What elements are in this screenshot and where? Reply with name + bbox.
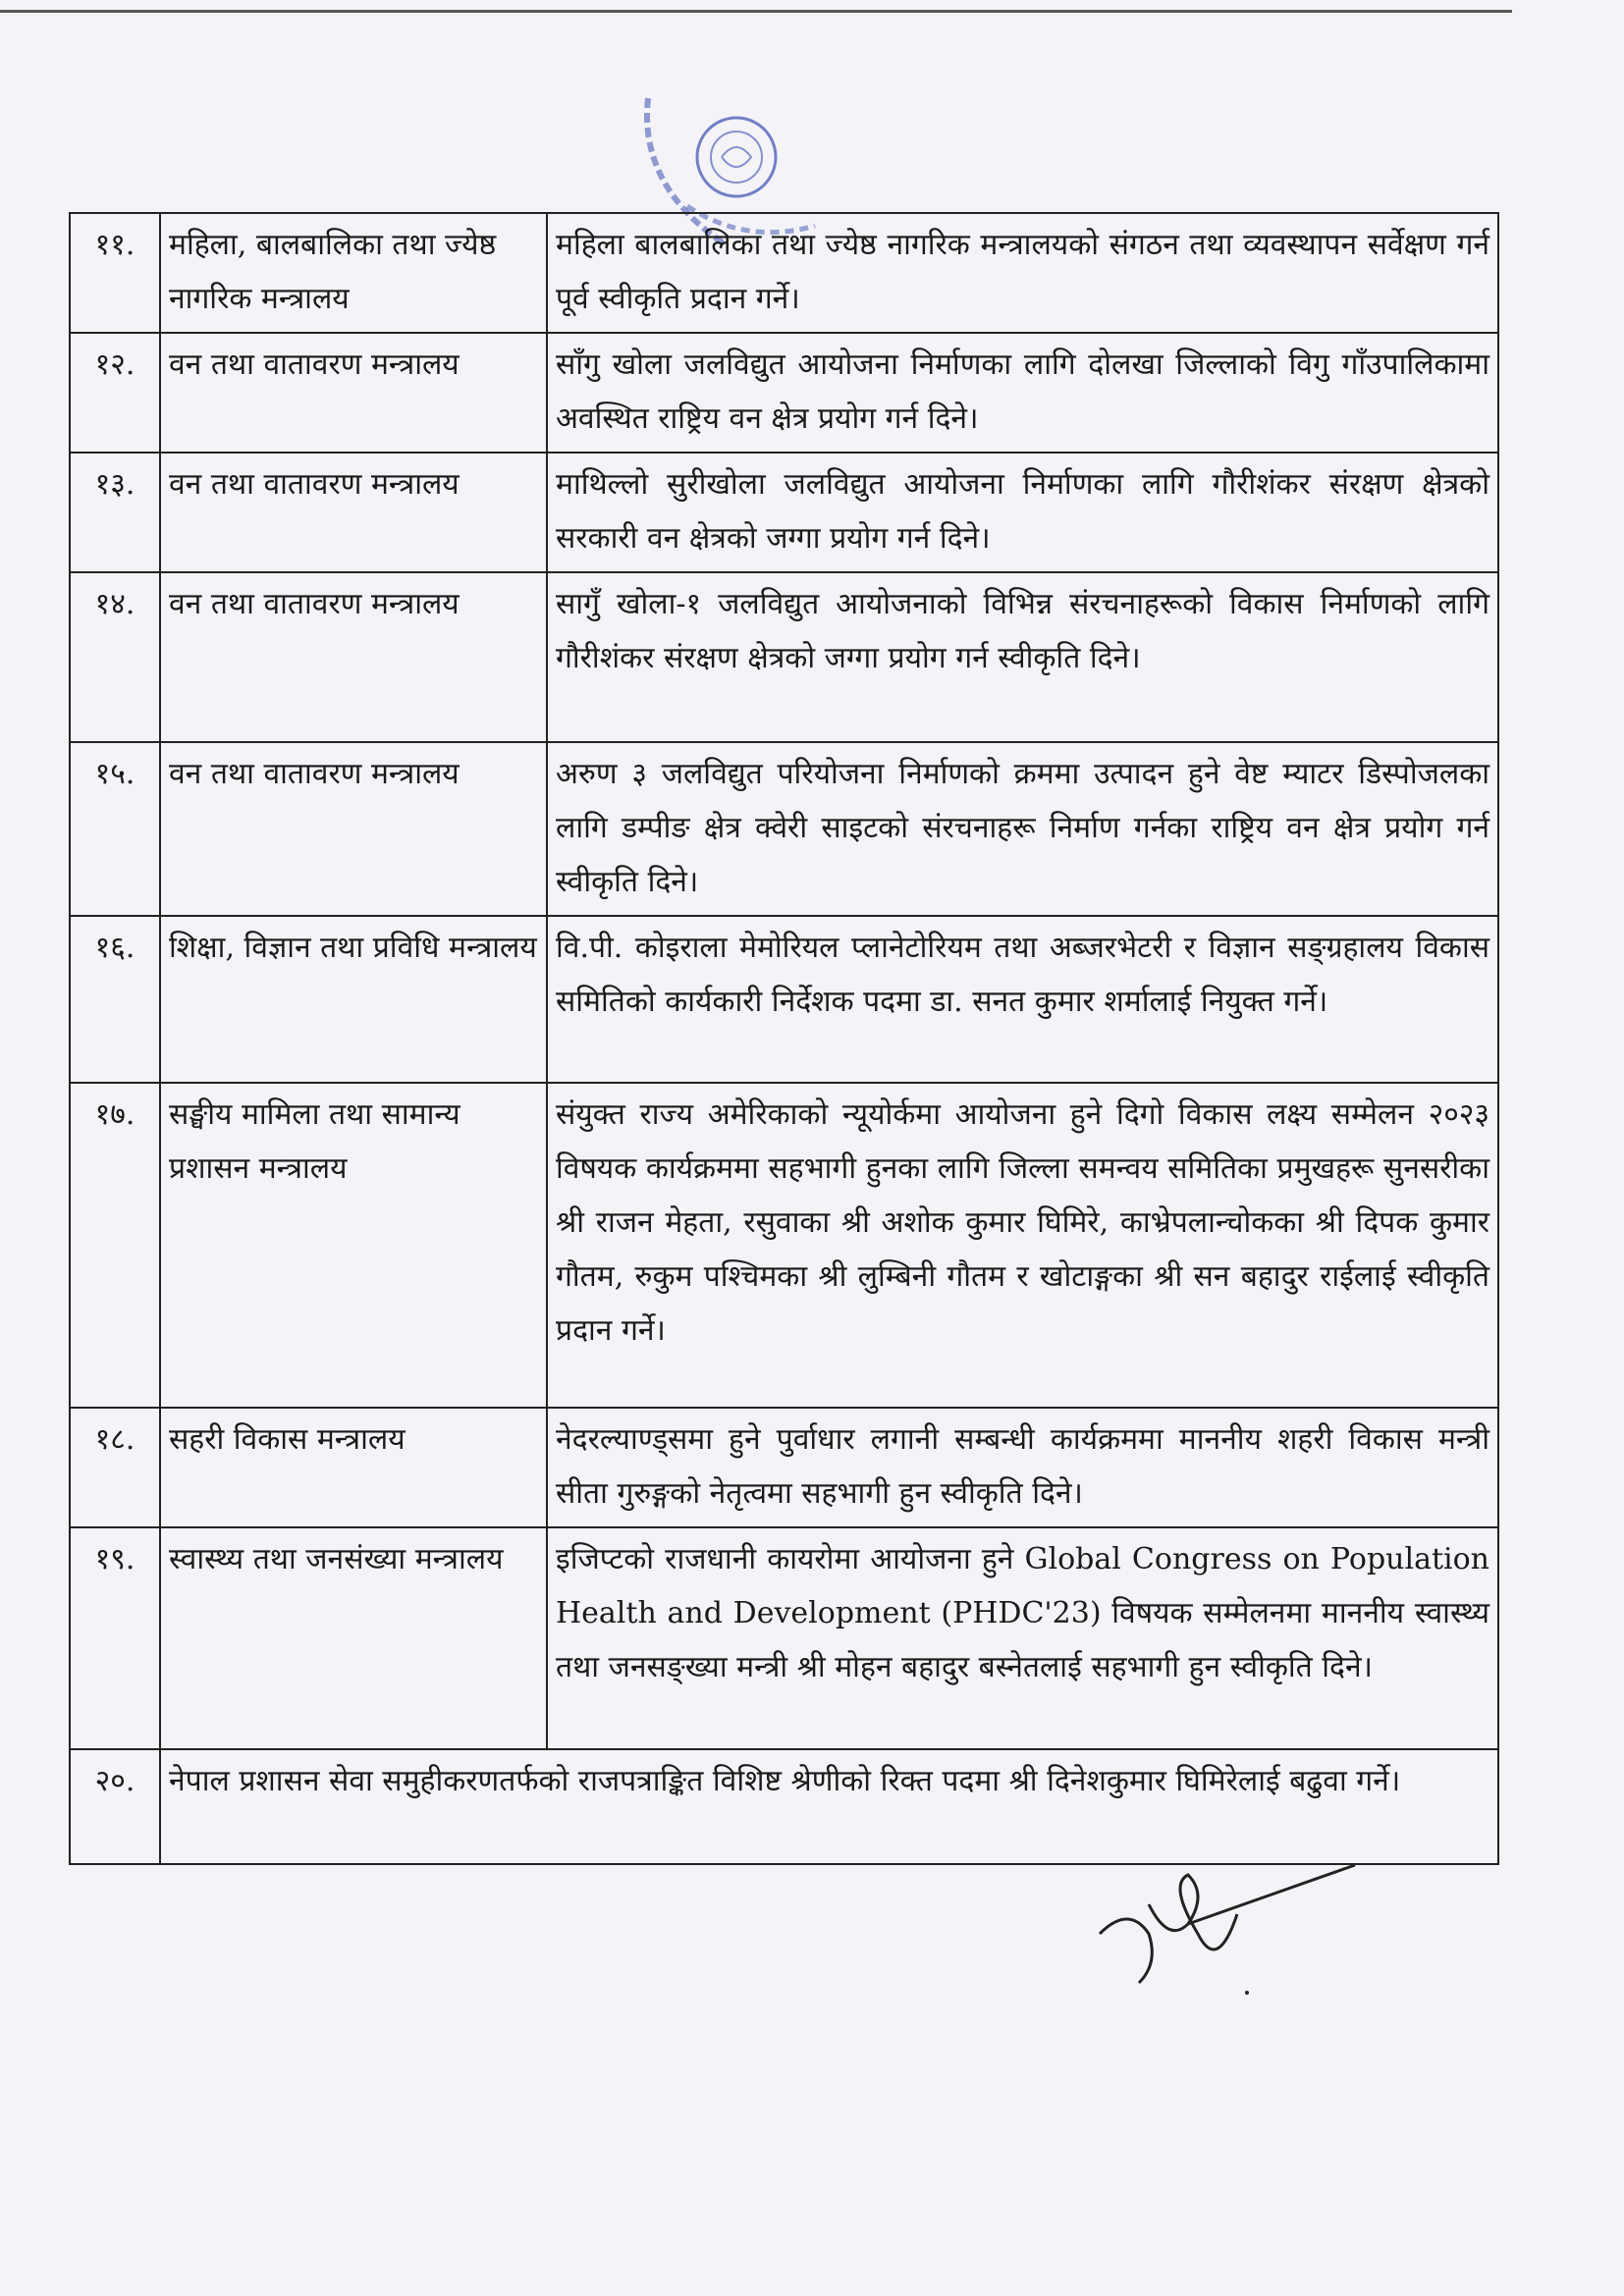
decision-text: वि.पी. कोइराला मेमोरियल प्लानेटोरियम तथा अब्जरभेटरी र विज्ञान सङ्ग्रहालय विकास समितिको कार्यकारी निर्देशक पदमा डा. सनत कुमार शर्मालाई नियुक्त गर्ने। [547, 916, 1498, 1083]
ministry-name: वन तथा वातावरण मन्त्रालय [160, 453, 547, 572]
ministry-name: वन तथा वातावरण मन्त्रालय [160, 742, 547, 916]
decision-text: साँगु खोला जलविद्युत आयोजना निर्माणका लागि दोलखा जिल्लाको विगु गाँउपालिकामा अवस्थित राष्ट्रिय वन क्षेत्र प्रयोग गर्न दिने। [547, 333, 1498, 453]
row-number: १९. [70, 1527, 160, 1749]
scan-edge-line [0, 10, 1512, 13]
row-number: १२. [70, 333, 160, 453]
decision-text: इजिप्टको राजधानी कायरोमा आयोजना हुने Global Congress on Population Health and Development (PHDC'23) विषयक सम्मेलनमा माननीय स्वास्थ्य तथा जनसङ्ख्या मन्त्री श्री मोहन बहादुर बस्नेतलाई सहभागी हुन स्वीकृति दिने। [547, 1527, 1498, 1749]
row-number: १८. [70, 1408, 160, 1527]
row-number: १६. [70, 916, 160, 1083]
decision-text: संयुक्त राज्य अमेरिकाको न्यूयोर्कमा आयोजना हुने दिगो विकास लक्ष्य सम्मेलन २०२३ विषयक कार्यक्रममा सहभागी हुनका लागि जिल्ला समन्वय समितिका प्रमुखहरू सुनसरीका श्री राजन मेहता, रसुवाका श्री अशोक कुमार घिमिरे, काभ्रेपलान्चोकका श्री दिपक कुमार गौतम, रुकुम पश्चिमका श्री लुम्बिनी गौतम र खोटाङ्गका श्री सन बहादुर राईलाई स्वीकृति प्रदान गर्ने। [547, 1083, 1498, 1408]
table-row [70, 572, 1498, 742]
decision-text: सागुँ खोला-१ जलविद्युत आयोजनाको विभिन्न संरचनाहरूको विकास निर्माणको लागि गौरीशंकर संरक्षण क्षेत्रको जग्गा प्रयोग गर्न स्वीकृति दिने। [547, 572, 1498, 742]
table-row [70, 1083, 1498, 1408]
row-number: २०. [70, 1749, 160, 1864]
decision-text: अरुण ३ जलविद्युत परियोजना निर्माणको क्रममा उत्पादन हुने वेष्ट म्याटर डिस्पोजलका लागि डम्पीङ क्षेत्र क्वेरी साइटको संरचनाहरू निर्माण गर्नका राष्ट्रिय वन क्षेत्र प्रयोग गर्न स्वीकृति दिने। [547, 742, 1498, 916]
table-row [70, 1408, 1498, 1527]
row-number: १३. [70, 453, 160, 572]
ministry-name: महिला, बालबालिका तथा ज्येष्ठ नागरिक मन्त्रालय [160, 213, 547, 333]
table-row [70, 213, 1498, 333]
ministry-name: शिक्षा, विज्ञान तथा प्रविधि मन्त्रालय [160, 916, 547, 1083]
cabinet-decisions-table [69, 212, 1499, 1865]
table-row [70, 742, 1498, 916]
decision-text: नेपाल प्रशासन सेवा समुहीकरणतर्फको राजपत्राङ्कित विशिष्ट श्रेणीको रिक्त पदमा श्री दिनेशकुमार घिमिरेलाई बढुवा गर्ने। [160, 1749, 1498, 1864]
ministry-name: सहरी विकास मन्त्रालय [160, 1408, 547, 1527]
ministry-name: सङ्घीय मामिला तथा सामान्य प्रशासन मन्त्रालय [160, 1083, 547, 1408]
table-row [70, 916, 1498, 1083]
ministry-name: वन तथा वातावरण मन्त्रालय [160, 333, 547, 453]
ministry-name: स्वास्थ्य तथा जनसंख्या मन्त्रालय [160, 1527, 547, 1749]
table-row [70, 333, 1498, 453]
decision-text: महिला बालबालिका तथा ज्येष्ठ नागरिक मन्त्रालयको संगठन तथा व्यवस्थापन सर्वेक्षण गर्न पूर्व स्वीकृति प्रदान गर्ने। [547, 213, 1498, 333]
row-number: १७. [70, 1083, 160, 1408]
table-row [70, 453, 1498, 572]
row-number: १५. [70, 742, 160, 916]
row-number: १४. [70, 572, 160, 742]
table-row [70, 1527, 1498, 1749]
decision-text: माथिल्लो सुरीखोला जलविद्युत आयोजना निर्माणका लागि गौरीशंकर संरक्षण क्षेत्रको सरकारी वन क्षेत्रको जग्गा प्रयोग गर्न दिने। [547, 453, 1498, 572]
decision-text: नेदरल्याण्ड्समा हुने पुर्वाधार लगानी सम्बन्धी कार्यक्रममा माननीय शहरी विकास मन्त्री सीता गुरुङ्गको नेतृत्वमा सहभागी हुन स्वीकृति दिने। [547, 1408, 1498, 1527]
ministry-name: वन तथा वातावरण मन्त्रालय [160, 572, 547, 742]
row-number: ११. [70, 213, 160, 333]
signature [1080, 1845, 1375, 2002]
